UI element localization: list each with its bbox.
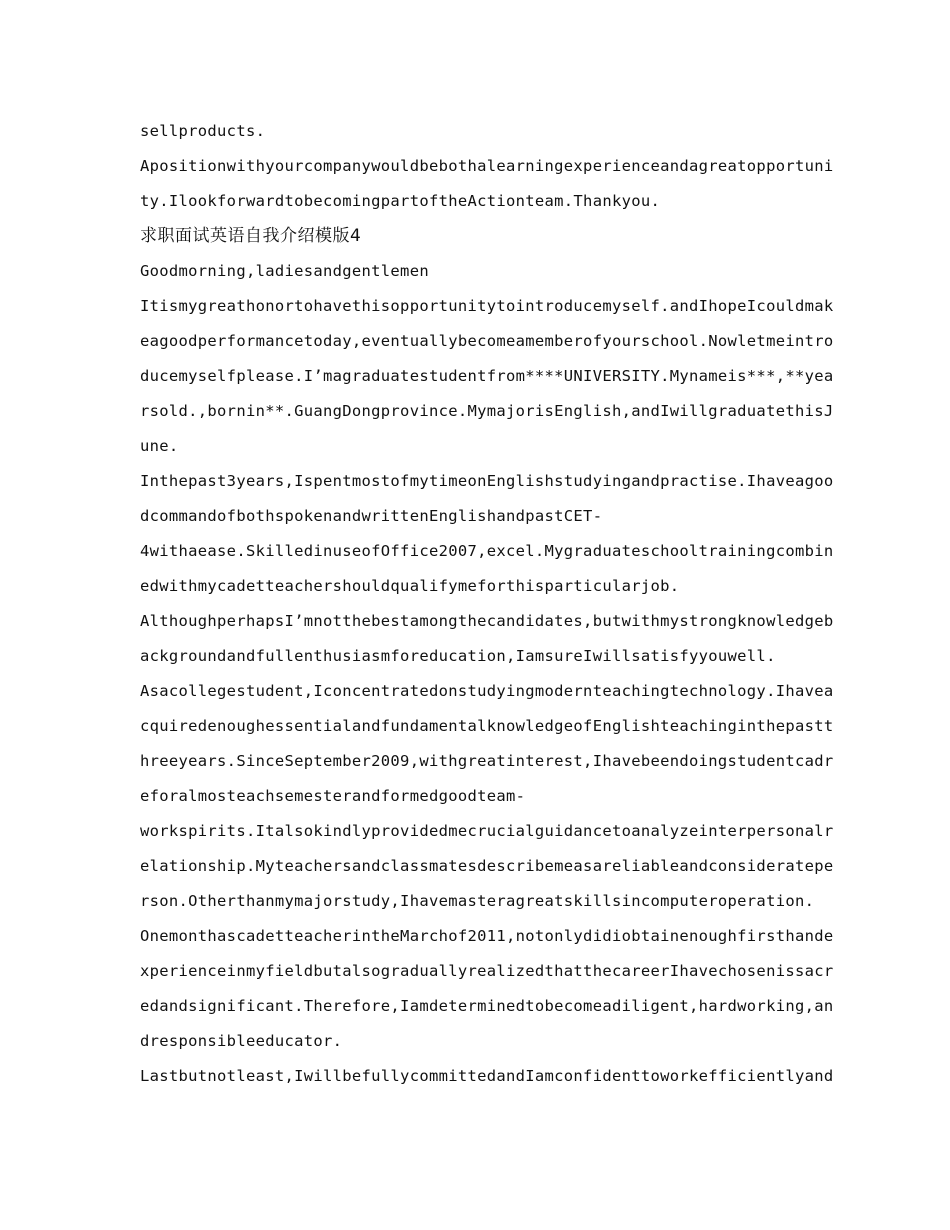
document-body <box>140 114 834 1094</box>
text-line: Itismygreathonortohavethisopportunitytointroducemyself.andIhopeIcouldmak <box>140 297 834 315</box>
text-line: hreeyears.SinceSeptember2009,withgreatinterest,Ihavebeendoingstudentcadr <box>140 752 834 770</box>
text-line: sellproducts. <box>140 122 266 140</box>
text-line: edwithmycadetteachershouldqualifymeforthisparticularjob. <box>140 577 680 595</box>
text-line: xperienceinmyfieldbutalsograduallyrealizedthatthecareerIhavechosenissacr <box>140 962 834 980</box>
text-line: elationship.Myteachersandclassmatesdescribemeasareliableandconsideratepe <box>140 857 834 875</box>
text-line: AlthoughperhapsI’mnotthebestamongthecandidates,butwithmystrongknowledgeb <box>140 612 834 630</box>
text-line: dcommandofbothspokenandwrittenEnglishandpastCET- <box>140 507 603 525</box>
text-line: ducemyselfplease.I’magraduatestudentfrom****UNIVERSITY.Mynameis***,**yea <box>140 367 834 385</box>
text-line: rsold.,bornin**.GuangDongprovince.MymajorisEnglish,andIwillgraduatethisJ <box>140 402 834 420</box>
text-line: Apositionwithyourcompanywouldbebothalearningexperienceandagreatopportuni <box>140 157 834 175</box>
text-line: une. <box>140 437 179 455</box>
text-line: Lastbutnotleast,IwillbefullycommittedandIamconfidenttoworkefficientlyand <box>140 1067 834 1085</box>
text-line: ty.IlookforwardtobecomingpartoftheActionteam.Thankyou. <box>140 192 661 210</box>
text-line: ackgroundandfullenthusiasmforeducation,IamsureIwillsatisfyyouwell. <box>140 647 776 665</box>
text-line: Asacollegestudent,Iconcentratedonstudyingmodernteachingtechnology.Ihavea <box>140 682 834 700</box>
text-line: cquiredenoughessentialandfundamentalknowledgeofEnglishteachinginthepastt <box>140 717 834 735</box>
text-line: edandsignificant.Therefore,Iamdeterminedtobecomeadiligent,hardworking,an <box>140 997 834 1015</box>
text-line: rson.Otherthanmymajorstudy,Ihavemasteragreatskillsincomputeroperation. <box>140 892 815 910</box>
text-line: workspirits.Italsokindlyprovidedmecrucialguidancetoanalyzeinterpersonalr <box>140 822 834 840</box>
text-line: eagoodperformancetoday,eventuallybecomeamemberofyourschool.Nowletmeintro <box>140 332 834 350</box>
text-line: Inthepast3years,IspentmostofmytimeonEnglishstudyingandpractise.Ihaveagoo <box>140 472 834 490</box>
section-heading: 求职面试英语自我介绍模版4 <box>140 226 362 246</box>
text-line: eforalmosteachsemesterandformedgoodteam- <box>140 787 526 805</box>
text-line: OnemonthascadetteacherintheMarchof2011,notonlydidiobtainenoughfirsthande <box>140 927 834 945</box>
text-line: dresponsibleeducator. <box>140 1032 343 1050</box>
text-line: 4withaease.SkilledinuseofOffice2007,excel.Mygraduateschooltrainingcombin <box>140 542 834 560</box>
text-line: Goodmorning,ladiesandgentlemen <box>140 262 429 280</box>
